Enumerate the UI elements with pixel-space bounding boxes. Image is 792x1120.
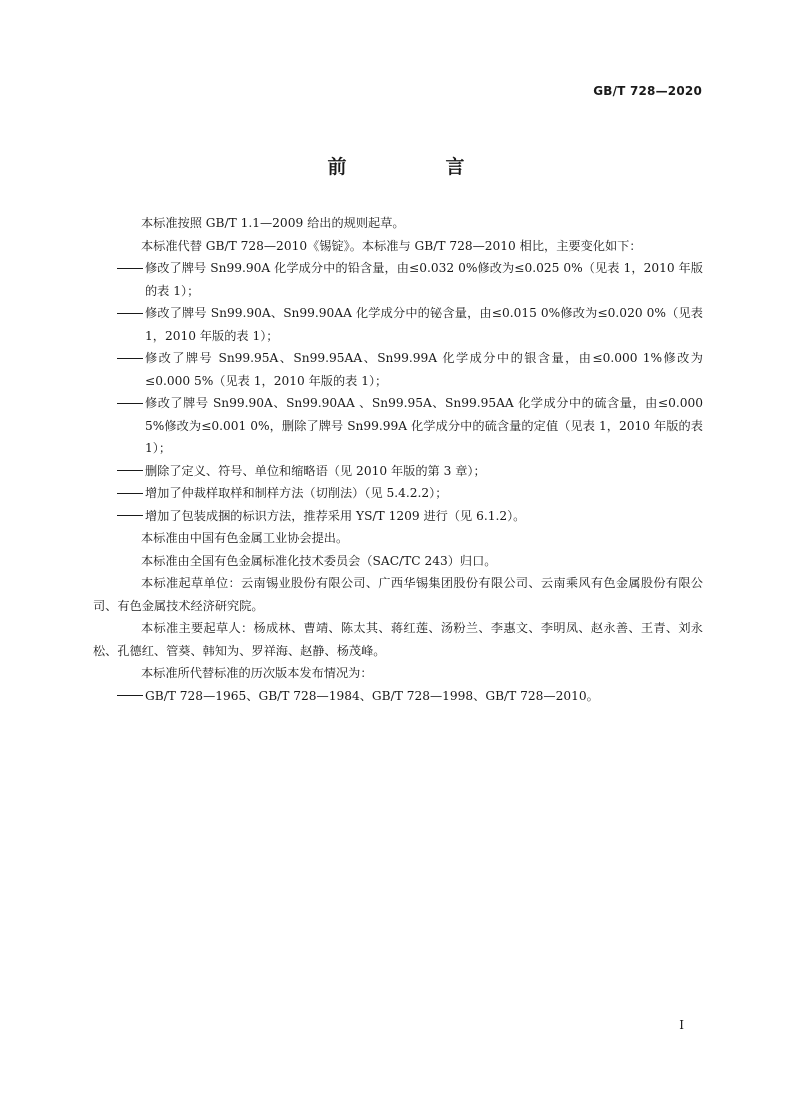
dash-mark <box>117 470 143 471</box>
change-item <box>117 347 703 392</box>
standard-code: GB/T 728—2020 <box>593 84 702 98</box>
change-item <box>117 482 703 505</box>
change-item <box>117 392 703 460</box>
change-item-text: 增加了包装成捆的标识方法，推荐采用 YS/T 1209 进行（见 6.1.2）。 <box>145 508 526 523</box>
dash-mark <box>117 268 143 269</box>
change-item-text: 修改了牌号 Sn99.90A 化学成分中的铅含量，由≤0.032 0%修改为≤0.025 0%（见表 1，2010 年版的表 1）； <box>145 261 703 298</box>
page-number: I <box>679 1018 684 1032</box>
change-item-text: 修改了牌号 Sn99.95A、Sn99.95AA、Sn99.99A 化学成分中的银含量，由≤0.000 1%修改为≤0.000 5%（见表 1，2010 年版的表 1）； <box>145 351 703 388</box>
dash-mark <box>117 695 143 696</box>
page-title: 前 言 <box>327 156 505 178</box>
dash-mark <box>117 358 143 359</box>
dash-mark <box>117 313 143 314</box>
change-item <box>117 505 703 528</box>
history-item <box>117 685 703 708</box>
paragraph-drafters: 本标准主要起草人：杨成林、曹靖、陈太其、蒋红莲、汤粉兰、李惠文、李明凤、赵永善、王青、刘永松、孔德红、管葵、韩知为、罗祥海、赵静、杨茂峰。 <box>93 621 703 658</box>
change-item-text: 删除了定义、符号、单位和缩略语（见 2010 年版的第 3 章）； <box>145 463 486 478</box>
paragraph-drafting-units: 本标准起草单位：云南锡业股份有限公司、广西华锡集团股份有限公司、云南乘风有色金属股份有限公司、有色金属技术经济研究院。 <box>93 576 703 613</box>
change-item-text: 增加了仲裁样取样和制样方法（切削法）（见 5.4.2.2）； <box>145 486 448 500</box>
paragraph-history-intro: 本标准所代替标准的历次版本发布情况为： <box>141 666 373 680</box>
change-item <box>117 302 703 347</box>
dash-mark <box>117 493 143 494</box>
history-item-text: GB/T 728—1965、GB/T 728—1984、GB/T 728—1998、GB/T 728—2010。 <box>145 688 599 703</box>
change-item <box>117 460 703 483</box>
dash-mark <box>117 403 143 404</box>
paragraph-committee: 本标准由全国有色金属标准化技术委员会（SAC/TC 243）归口。 <box>141 553 497 568</box>
change-item <box>117 257 703 302</box>
paragraph-drafting-rules: 本标准按照 GB/T 1.1—2009 给出的规则起草。 <box>141 216 405 230</box>
change-item-text: 修改了牌号 Sn99.90A、Sn99.90AA 、Sn99.95A、Sn99.95AA 化学成分中的硫含量，由≤0.000 5%修改为≤0.001 0%，删除了牌号 Sn99.99A 化学成分中的硫含量的定值（见表 1，2010 年版的表 1）； <box>145 396 703 455</box>
change-item-text: 修改了牌号 Sn99.90A、Sn99.90AA 化学成分中的铋含量，由≤0.015 0%修改为≤0.020 0%（见表 1，2010 年版的表 1）； <box>145 306 703 343</box>
paragraph-proposer: 本标准由中国有色金属工业协会提出。 <box>141 531 349 545</box>
dash-mark <box>117 515 143 516</box>
foreword-body <box>93 212 703 707</box>
paragraph-replacement: 本标准代替 GB/T 728—2010《锡锭》。本标准与 GB/T 728—2010 相比，主要变化如下： <box>141 238 642 253</box>
